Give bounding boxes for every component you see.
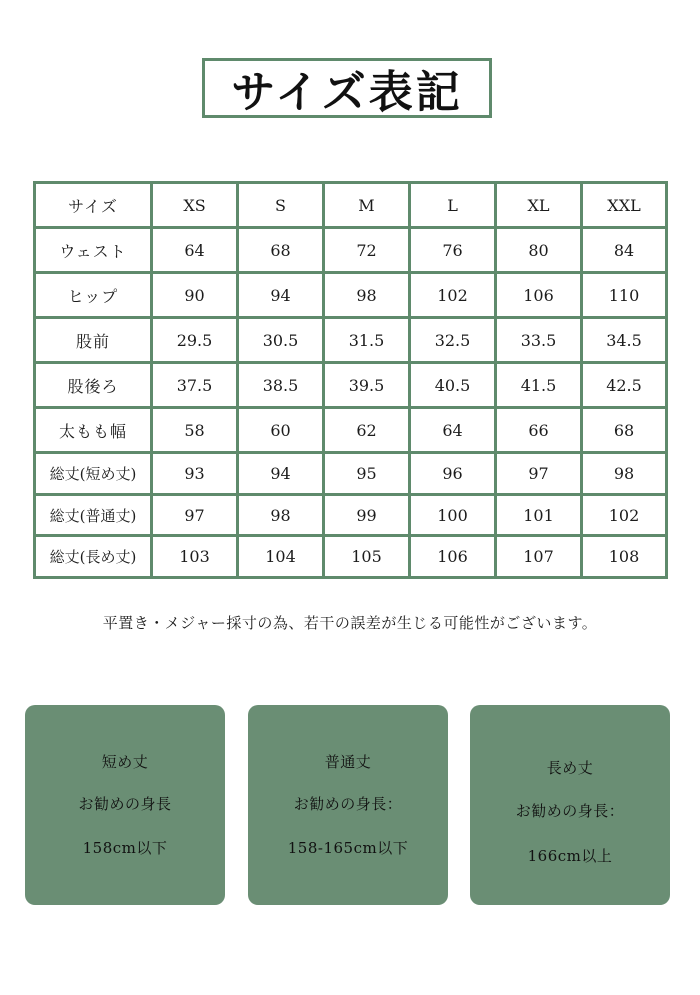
header-cell: S <box>238 183 324 228</box>
table-cell: 64 <box>410 408 496 453</box>
table-cell: 98 <box>324 273 410 318</box>
table-cell: 76 <box>410 228 496 273</box>
table-cell: 97 <box>152 494 238 536</box>
card-label: お勧めの身長 <box>78 795 172 813</box>
table-row <box>35 363 667 408</box>
table-cell: 103 <box>152 536 238 578</box>
header-cell: L <box>410 183 496 228</box>
row-label: ヒップ <box>35 273 152 318</box>
header-cell: XL <box>496 183 582 228</box>
row-label: 股前 <box>35 318 152 363</box>
table-cell: 107 <box>496 536 582 578</box>
length-card-long <box>470 705 670 905</box>
table-cell: 95 <box>324 453 410 495</box>
header-cell: XS <box>152 183 238 228</box>
table-row <box>35 318 667 363</box>
table-cell: 90 <box>152 273 238 318</box>
card-title: 普通丈 <box>324 753 372 771</box>
header-cell: XXL <box>582 183 667 228</box>
table-cell: 34.5 <box>582 318 667 363</box>
table-cell: 66 <box>496 408 582 453</box>
table-cell: 31.5 <box>324 318 410 363</box>
card-range: 158-165cm以下 <box>287 839 409 857</box>
table-cell: 62 <box>324 408 410 453</box>
card-label: お勧めの身長： <box>293 795 403 813</box>
card-label: お勧めの身長： <box>515 802 625 820</box>
page-title: サイズ表記 <box>231 67 463 118</box>
length-card-short <box>25 705 225 905</box>
row-label: 股後ろ <box>35 363 152 408</box>
table-cell: 64 <box>152 228 238 273</box>
title-box <box>202 58 492 118</box>
row-label: 総丈(長め丈) <box>35 536 152 578</box>
table-cell: 100 <box>410 494 496 536</box>
table-row <box>35 408 667 453</box>
row-label: 総丈(普通丈) <box>35 494 152 536</box>
table-cell: 72 <box>324 228 410 273</box>
table-cell: 94 <box>238 273 324 318</box>
card-range: 158cm以下 <box>82 839 168 857</box>
table-cell: 110 <box>582 273 667 318</box>
table-cell: 84 <box>582 228 667 273</box>
table-cell: 97 <box>496 453 582 495</box>
table-cell: 102 <box>582 494 667 536</box>
row-label: 総丈(短め丈) <box>35 453 152 495</box>
table-row <box>35 273 667 318</box>
measurement-note: 平置き・メジャー採寸の為、若干の誤差が生じる可能性がございます。 <box>102 614 598 632</box>
length-card-regular <box>248 705 448 905</box>
row-label: 太もも幅 <box>35 408 152 453</box>
table-cell: 68 <box>582 408 667 453</box>
table-cell: 41.5 <box>496 363 582 408</box>
table-cell: 105 <box>324 536 410 578</box>
table-cell: 80 <box>496 228 582 273</box>
table-cell: 33.5 <box>496 318 582 363</box>
table-cell: 37.5 <box>152 363 238 408</box>
table-cell: 99 <box>324 494 410 536</box>
table-cell: 106 <box>410 536 496 578</box>
table-cell: 94 <box>238 453 324 495</box>
table-cell: 96 <box>410 453 496 495</box>
table-row <box>35 494 667 536</box>
table-row <box>35 453 667 495</box>
row-label: ウェスト <box>35 228 152 273</box>
header-cell: サイズ <box>35 183 152 228</box>
table-cell: 58 <box>152 408 238 453</box>
table-cell: 38.5 <box>238 363 324 408</box>
card-range: 166cm以上 <box>527 847 613 865</box>
table-cell: 106 <box>496 273 582 318</box>
table-cell: 68 <box>238 228 324 273</box>
table-header-row <box>35 183 667 228</box>
size-table <box>33 181 668 579</box>
table-cell: 40.5 <box>410 363 496 408</box>
table-cell: 108 <box>582 536 667 578</box>
table-cell: 101 <box>496 494 582 536</box>
table-cell: 93 <box>152 453 238 495</box>
table-cell: 30.5 <box>238 318 324 363</box>
table-cell: 102 <box>410 273 496 318</box>
table-cell: 104 <box>238 536 324 578</box>
card-title: 長め丈 <box>546 759 594 777</box>
card-title: 短め丈 <box>101 753 149 771</box>
table-row <box>35 228 667 273</box>
table-cell: 32.5 <box>410 318 496 363</box>
header-cell: M <box>324 183 410 228</box>
table-cell: 98 <box>238 494 324 536</box>
table-row <box>35 536 667 578</box>
table-cell: 98 <box>582 453 667 495</box>
table-cell: 39.5 <box>324 363 410 408</box>
table-cell: 42.5 <box>582 363 667 408</box>
table-cell: 29.5 <box>152 318 238 363</box>
table-cell: 60 <box>238 408 324 453</box>
